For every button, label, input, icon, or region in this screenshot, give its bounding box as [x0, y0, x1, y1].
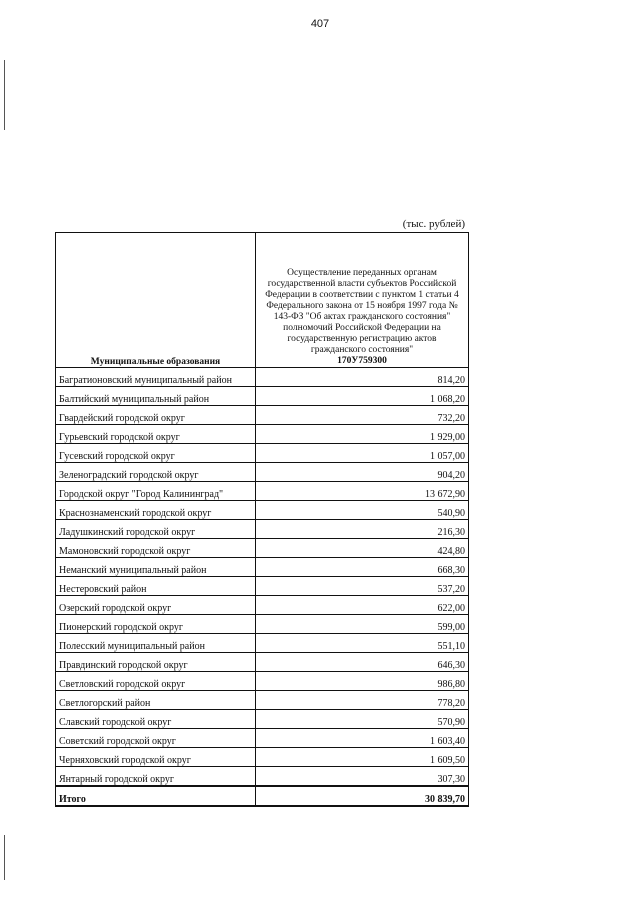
table-row [56, 539, 469, 558]
header-code: 170У759300 [337, 356, 387, 366]
row-value: 668,30 [256, 558, 469, 577]
table-row [56, 748, 469, 767]
table-row [56, 501, 469, 520]
row-value: 599,00 [256, 615, 469, 634]
header-municipality: Муниципальные образования [56, 233, 256, 368]
scan-edge-mark [4, 835, 5, 880]
row-value: 646,30 [256, 653, 469, 672]
row-name: Ладушкинский городской округ [56, 520, 256, 539]
row-name: Городской округ "Город Калининград" [56, 482, 256, 501]
row-value: 537,20 [256, 577, 469, 596]
row-name: Багратионовский муниципальный район [56, 368, 256, 387]
table-row [56, 520, 469, 539]
table-row [56, 368, 469, 387]
table-row [56, 634, 469, 653]
row-name: Озерский городской округ [56, 596, 256, 615]
units-label: (тыс. рублей) [402, 218, 465, 230]
row-name: Светлогорский район [56, 691, 256, 710]
row-name: Нестеровский район [56, 577, 256, 596]
row-name: Краснознаменский городской округ [56, 501, 256, 520]
row-name: Черняховский городской округ [56, 748, 256, 767]
row-name: Зеленоградский городской округ [56, 463, 256, 482]
row-value: 1 929,00 [256, 425, 469, 444]
row-name: Янтарный городской округ [56, 767, 256, 787]
row-name: Мамоновский городской округ [56, 539, 256, 558]
budget-table [55, 232, 469, 807]
row-value: 1 068,20 [256, 387, 469, 406]
row-value: 778,20 [256, 691, 469, 710]
table-row [56, 710, 469, 729]
scan-edge-mark [4, 60, 5, 130]
row-value: 540,90 [256, 501, 469, 520]
table-row [56, 672, 469, 691]
row-name: Гурьевский городской округ [56, 425, 256, 444]
table-row [56, 482, 469, 501]
row-value: 216,30 [256, 520, 469, 539]
row-value: 904,20 [256, 463, 469, 482]
table-row [56, 767, 469, 787]
table-row [56, 463, 469, 482]
table-row [56, 596, 469, 615]
row-value: 1 057,00 [256, 444, 469, 463]
row-name: Гусевский городской округ [56, 444, 256, 463]
row-name: Советский городской округ [56, 729, 256, 748]
row-name: Светловский городской округ [56, 672, 256, 691]
row-value: 732,20 [256, 406, 469, 425]
table-row [56, 558, 469, 577]
row-value: 1 609,50 [256, 748, 469, 767]
row-name: Пионерский городской округ [56, 615, 256, 634]
row-value: 570,90 [256, 710, 469, 729]
row-name: Полесский муниципальный район [56, 634, 256, 653]
table-row [56, 406, 469, 425]
row-value: 622,00 [256, 596, 469, 615]
page-number: 407 [310, 18, 330, 30]
table-header-row [56, 233, 469, 368]
row-value: 307,30 [256, 767, 469, 787]
total-value: 30 839,70 [256, 786, 469, 806]
header-value-text: Осуществление переданных органам государственной власти субъектов Российской Федерации в соответствии с пунктом 1 статьи 4 Федерального закона от 15 ноября 1997 года № 143-ФЗ "Об актах гражданского состояния" полномочий Российской Федерации на государственную регистрацию актов гражданского состояния" [265, 268, 459, 355]
table-row [56, 444, 469, 463]
table-row [56, 653, 469, 672]
row-value: 551,10 [256, 634, 469, 653]
row-value: 986,80 [256, 672, 469, 691]
total-label: Итого [56, 786, 256, 806]
total-row [56, 786, 469, 806]
row-value: 814,20 [256, 368, 469, 387]
table-body [56, 368, 469, 807]
row-value: 1 603,40 [256, 729, 469, 748]
row-name: Славский городской округ [56, 710, 256, 729]
row-name: Гвардейский городской округ [56, 406, 256, 425]
row-name: Правдинский городской округ [56, 653, 256, 672]
row-value: 13 672,90 [256, 482, 469, 501]
table-row [56, 577, 469, 596]
row-name: Балтийский муниципальный район [56, 387, 256, 406]
row-name: Неманский муниципальный район [56, 558, 256, 577]
table-row [56, 615, 469, 634]
table-row [56, 729, 469, 748]
table-row [56, 387, 469, 406]
header-value [256, 233, 469, 368]
table-row [56, 425, 469, 444]
table-row [56, 691, 469, 710]
row-value: 424,80 [256, 539, 469, 558]
